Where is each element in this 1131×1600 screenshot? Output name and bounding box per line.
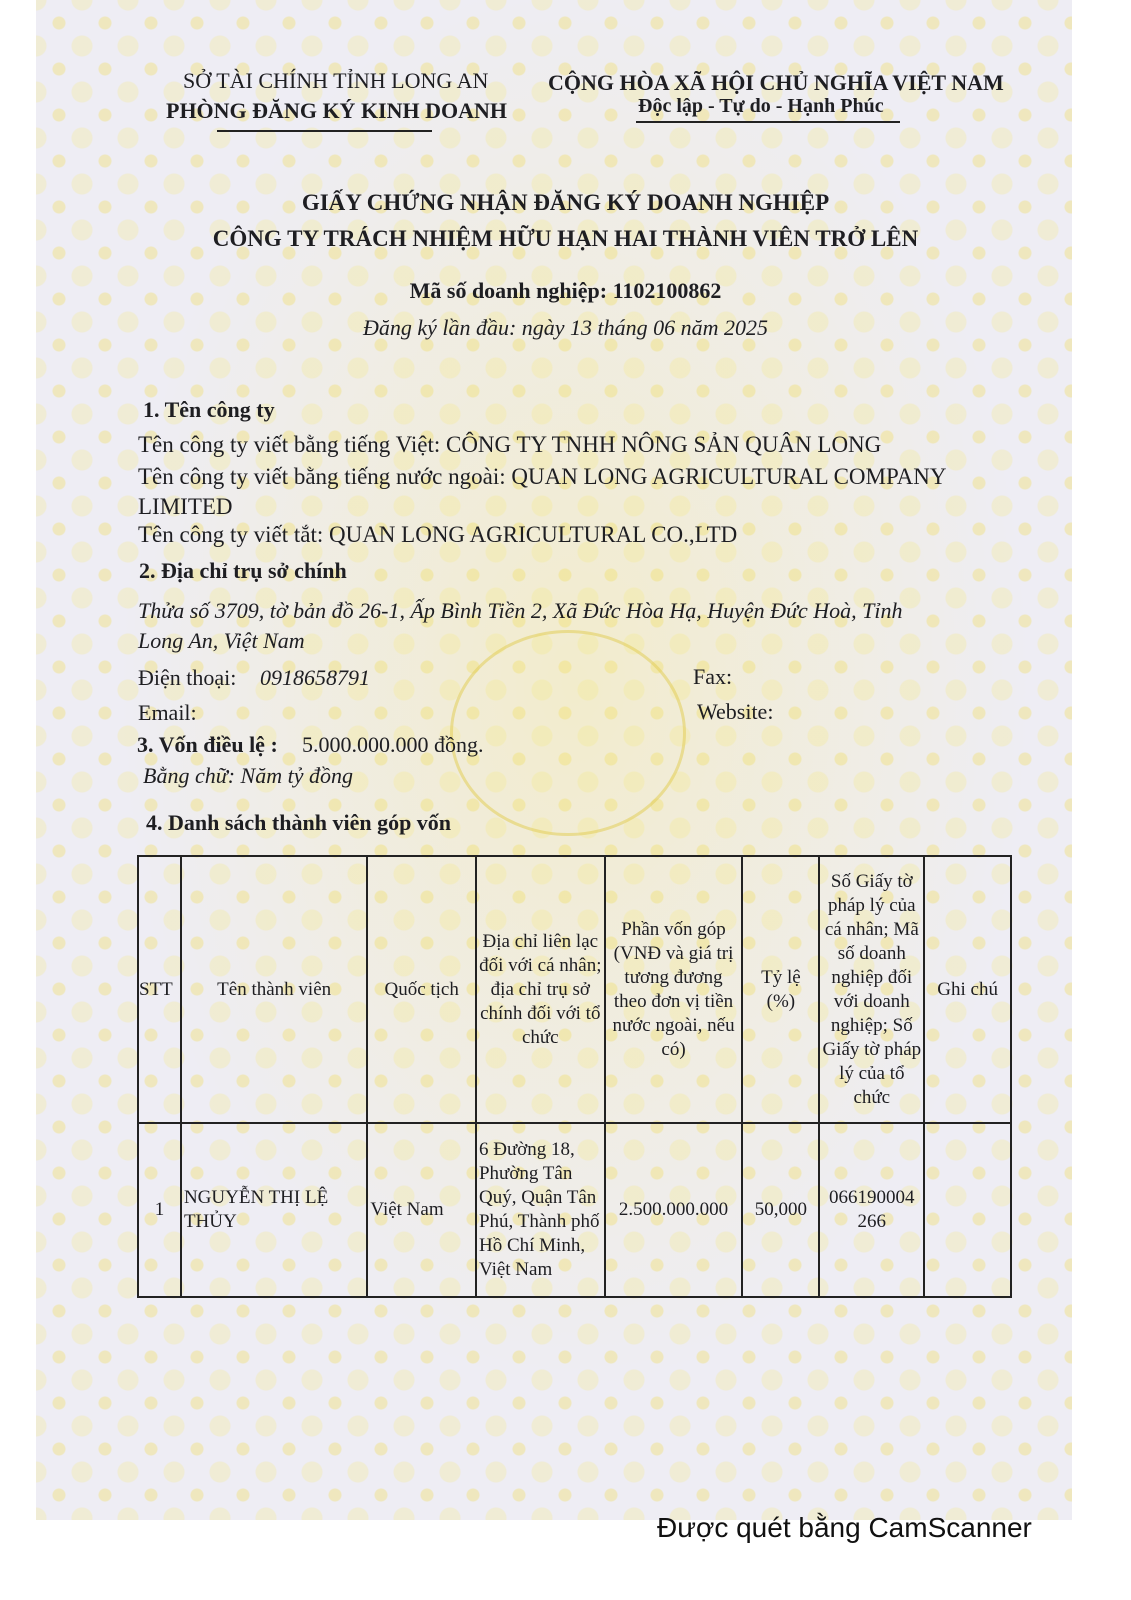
- section4-heading: 4. Danh sách thành viên góp vốn: [146, 810, 452, 835]
- column-header: Địa chỉ liên lạc đối với cá nhân; địa chỉ trụ sở chính đối với tổ chức: [476, 856, 605, 1123]
- registration-date: Đăng ký lần đầu: ngày 13 tháng 06 năm 2025: [362, 315, 769, 340]
- issuer-line1: SỞ TÀI CHÍNH TỈNH LONG AN: [183, 68, 489, 93]
- address-line1: Thửa số 3709, tờ bản đồ 26-1, Ấp Bình Tiền 2, Xã Đức Hòa Hạ, Huyện Đức Hoà, Tỉnh: [138, 598, 903, 623]
- cell-ratio: 50,000: [742, 1123, 819, 1297]
- national-emblem-watermark: [450, 630, 686, 836]
- column-header: Quốc tịch: [367, 856, 476, 1123]
- section2-heading: 2. Địa chỉ trụ sở chính: [139, 558, 347, 583]
- phone-value: 0918658791: [260, 665, 370, 690]
- foreign-name: Tên công ty viết bằng tiếng nước ngoài: QUAN LONG AGRICULTURAL COMPANY: [138, 464, 947, 489]
- camscanner-watermark: Được quét bằng CamScanner: [657, 1512, 1032, 1543]
- charter-capital: 5.000.000.000 đồng.: [302, 732, 484, 757]
- table-header-row: [138, 856, 1011, 1123]
- members-table: [137, 855, 1012, 1298]
- column-header: Tên thành viên: [181, 856, 367, 1123]
- cell-nationality: Việt Nam: [367, 1123, 476, 1297]
- capital-in-words: Bằng chữ: Năm tỷ đồng: [143, 763, 353, 788]
- website-label: Website:: [697, 699, 774, 724]
- cell-address: 6 Đường 18, Phường Tân Quý, Quận Tân Phú, Thành phố Hồ Chí Minh, Việt Nam: [476, 1123, 605, 1297]
- fax-label: Fax:: [693, 664, 733, 689]
- section1-heading: 1. Tên công ty: [143, 397, 275, 422]
- document-title: GIẤY CHỨNG NHẬN ĐĂNG KÝ DOANH NGHIỆP: [301, 190, 830, 215]
- column-header: Phần vốn góp (VNĐ và giá trị tương đương theo đơn vị tiền nước ngoài, nếu có): [605, 856, 743, 1123]
- column-header: Tỷ lệ (%): [742, 856, 819, 1123]
- column-header: Ghi chú: [924, 856, 1011, 1123]
- short-name: Tên công ty viết tắt: QUAN LONG AGRICULTURAL CO.,LTD: [138, 522, 738, 547]
- issuer-underline: [217, 130, 432, 132]
- email-label: Email:: [138, 700, 197, 725]
- enterprise-code: Mã số doanh nghiệp: 1102100862: [409, 278, 722, 303]
- nation-line1: CỘNG HÒA XÃ HỘI CHỦ NGHĨA VIỆT NAM: [548, 70, 1004, 95]
- phone-label: Điện thoại:: [138, 665, 237, 690]
- issuer-line2: PHÒNG ĐĂNG KÝ KINH DOANH: [166, 98, 507, 123]
- section3-heading: 3. Vốn điều lệ :: [137, 732, 278, 757]
- cell-member-name: NGUYỄN THỊ LỆ THỦY: [181, 1123, 367, 1297]
- company-type: CÔNG TY TRÁCH NHIỆM HỮU HẠN HAI THÀNH VIÊN TRỞ LÊN: [212, 226, 919, 251]
- column-header: Số Giấy tờ pháp lý của cá nhân; Mã số doanh nghiệp đối với doanh nghiệp; Số Giấy tờ pháp lý của tổ chức: [819, 856, 924, 1123]
- cell-stt: 1: [138, 1123, 181, 1297]
- cell-note: [924, 1123, 1011, 1297]
- vn-name: Tên công ty viết bằng tiếng Việt: CÔNG TY TNHH NÔNG SẢN QUÂN LONG: [138, 432, 882, 457]
- address-line2: Long An, Việt Nam: [138, 628, 305, 653]
- motto-underline: [636, 121, 900, 123]
- foreign-name-cont: LIMITED: [138, 494, 233, 519]
- column-header: STT: [138, 856, 181, 1123]
- table-row: [138, 1123, 1011, 1297]
- cell-id-number: 066190004 266: [819, 1123, 924, 1297]
- cell-capital: 2.500.000.000: [605, 1123, 743, 1297]
- nation-motto: Độc lập - Tự do - Hạnh Phúc: [638, 95, 884, 117]
